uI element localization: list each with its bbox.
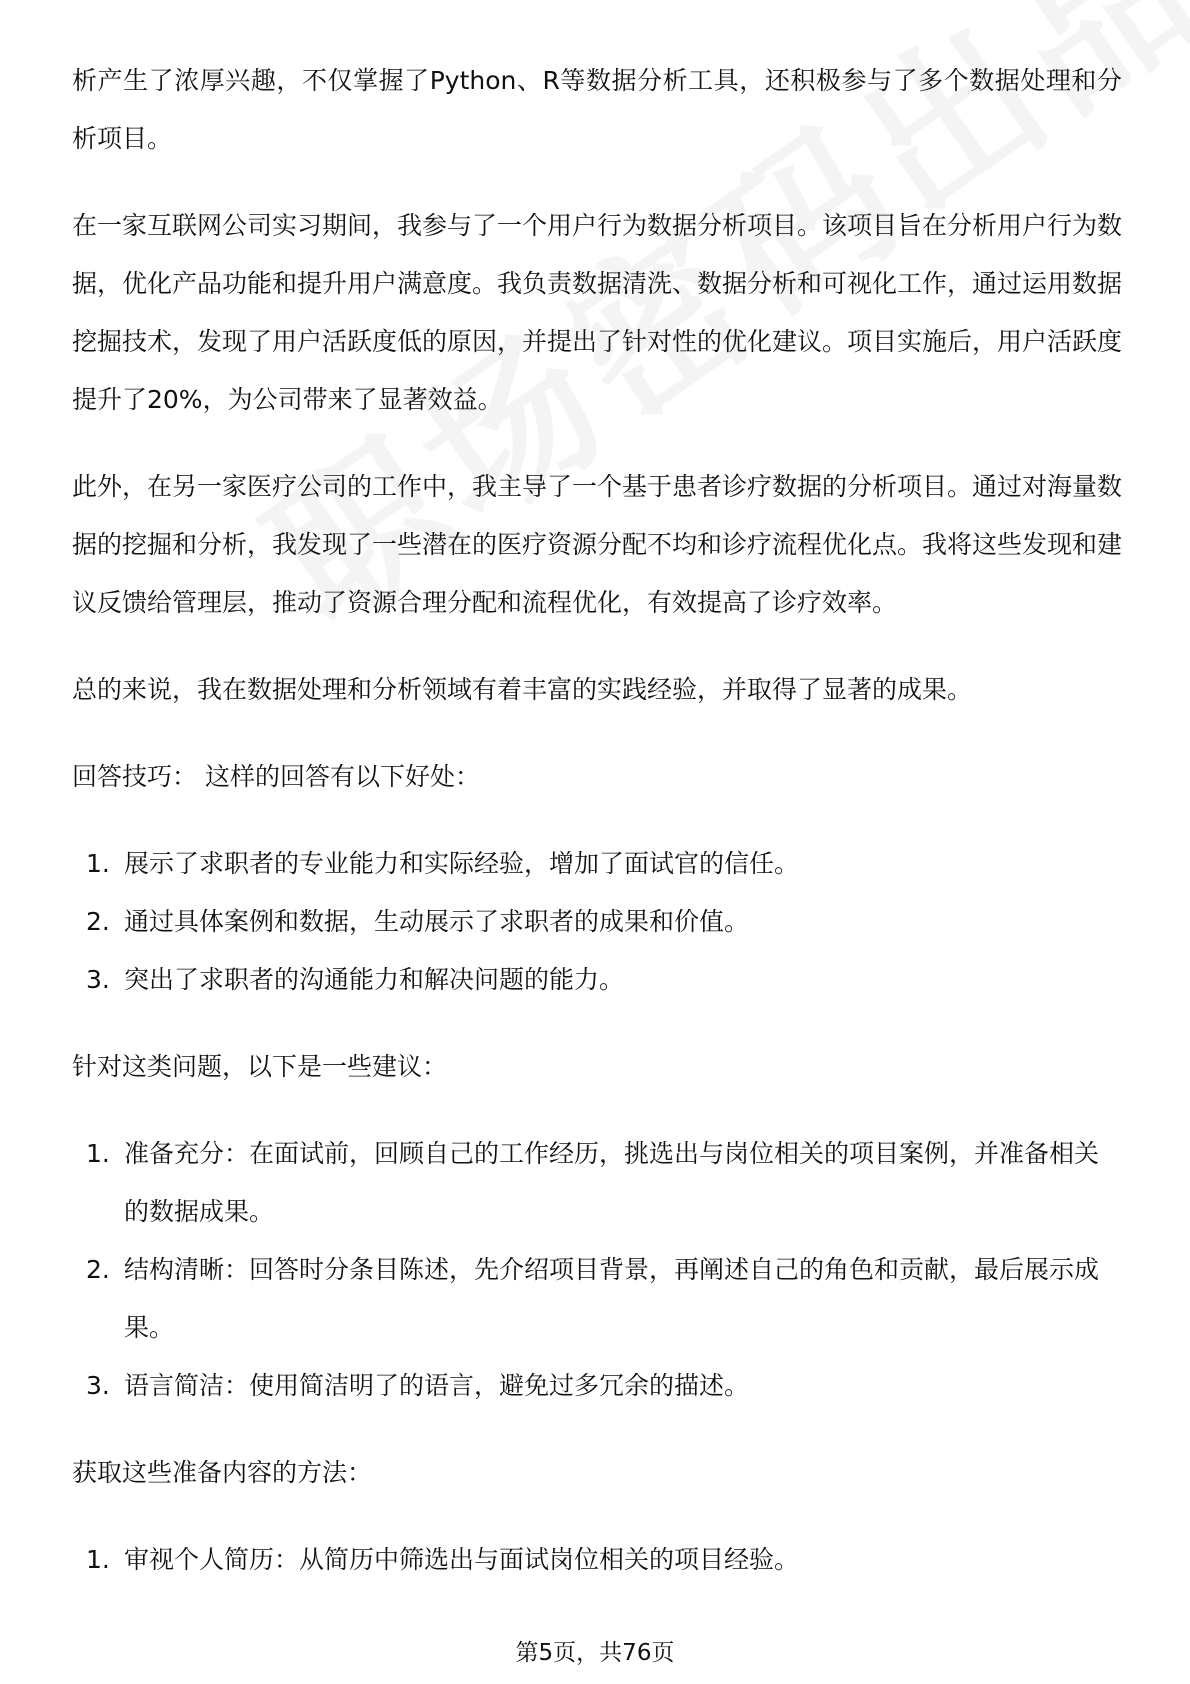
list-text: 审视个人简历：从简历中筛选出与面试岗位相关的项目经验。 [124, 1545, 800, 1574]
methods-heading: 获取这些准备内容的方法： [72, 1458, 373, 1487]
list-number: 1. [86, 849, 110, 878]
list-text: 通过具体案例和数据，生动展示了求职者的成果和价值。 [124, 907, 750, 936]
list-text: 结构清晰：回答时分条目陈述，先介绍项目背景，再阐述自己的角色和贡献，最后展示成果。 [124, 1255, 1100, 1342]
paragraph-summary: 总的来说，我在数据处理和分析领域有着丰富的实践经验，并取得了显著的成果。 [72, 675, 973, 704]
tips-heading: 回答技巧： 这样的回答有以下好处： [72, 762, 480, 791]
tips-list [72, 835, 1122, 1009]
page-footer: 第5页，共76页 [515, 1640, 675, 1666]
list-item [72, 1241, 1122, 1357]
list-item [72, 1125, 1122, 1241]
list-item [72, 835, 1122, 893]
list-text: 展示了求职者的专业能力和实际经验，增加了面试官的信任。 [124, 849, 800, 878]
list-text: 准备充分：在面试前，回顾自己的工作经历，挑选出与岗位相关的项目案例，并准备相关的数据成果。 [124, 1139, 1100, 1226]
list-number: 2. [86, 907, 110, 936]
paragraph-internship-project: 在一家互联网公司实习期间，我参与了一个用户行为数据分析项目。该项目旨在分析用户行为数据，优化产品功能和提升用户满意度。我负责数据清洗、数据分析和可视化工作，通过运用数据挖掘技术，发现了用户活跃度低的原因，并提出了针对性的优化建议。项目实施后，用户活跃度提升了20%，为公司带来了显著效益。 [72, 211, 1123, 414]
list-number: 3. [86, 1371, 110, 1400]
list-number: 3. [86, 965, 110, 994]
list-item [72, 893, 1122, 951]
list-item [72, 1357, 1122, 1415]
advice-list [72, 1125, 1122, 1415]
document-body [72, 52, 1122, 1618]
list-text: 语言简洁：使用简洁明了的语言，避免过多冗余的描述。 [124, 1371, 750, 1400]
paragraph-intro-continued: 析产生了浓厚兴趣，不仅掌握了Python、R等数据分析工具，还积极参与了多个数据处理和分析项目。 [72, 66, 1122, 153]
list-item [72, 1531, 1122, 1589]
paragraph-medical-project: 此外，在另一家医疗公司的工作中，我主导了一个基于患者诊疗数据的分析项目。通过对海量数据的挖掘和分析，我发现了一些潜在的医疗资源分配不均和诊疗流程优化点。我将这些发现和建议反馈给管理层，推动了资源合理分配和流程优化，有效提高了诊疗效率。 [72, 472, 1123, 617]
list-number: 1. [86, 1545, 110, 1574]
list-item [72, 951, 1122, 1009]
methods-list [72, 1531, 1122, 1589]
list-number: 2. [86, 1255, 110, 1284]
list-number: 1. [86, 1139, 110, 1168]
advice-heading: 针对这类问题，以下是一些建议： [72, 1052, 448, 1081]
list-text: 突出了求职者的沟通能力和解决问题的能力。 [124, 965, 625, 994]
